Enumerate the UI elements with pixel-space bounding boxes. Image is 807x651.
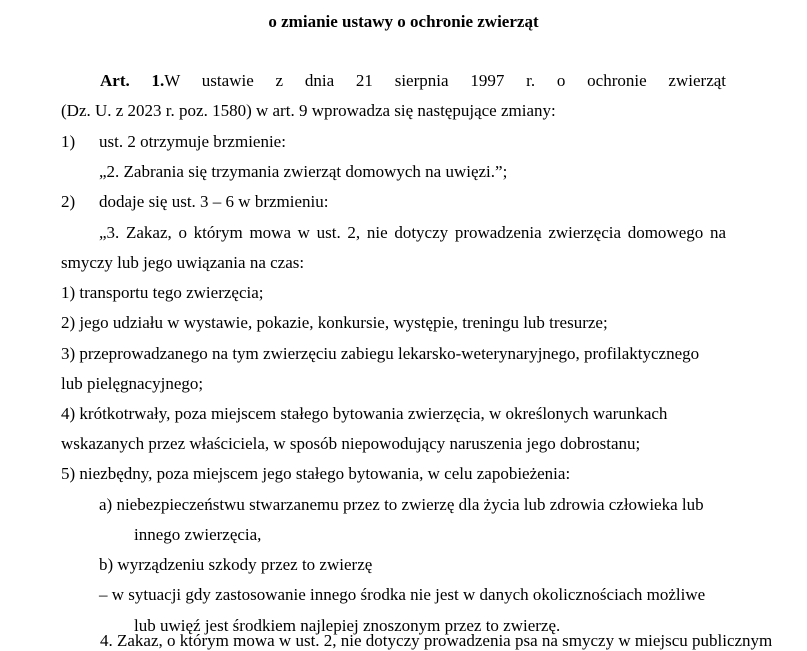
article-text-1: W ustawie z dnia 21 sierpnia 1997 r. o ochronie zwierząt (164, 71, 727, 90)
clipped-next-line (100, 631, 773, 651)
list-item-3-line-2: lub pielęgnacyjnego; (61, 374, 204, 393)
dash-clause-line-2: lub uwięź jest środkiem najlepiej znoszonym przez to zwierzę. (134, 616, 561, 635)
sub-item-a-line-1: a) niebezpieczeństwu stwarzanemu przez to zwierzę dla życia lub zdrowia człowieka lub (99, 495, 704, 514)
point-2-quote-line-1: „3. Zakaz, o którym mowa w ust. 2, nie dotyczy prowadzenia zwierzęcia domowego na (99, 223, 726, 242)
point-2-text: dodaje się ust. 3 – 6 w brzmieniu: (99, 192, 329, 211)
list-item-5: 5) niezbędny, poza miejscem jego stałego bytowania, w celu zapobieżenia: (61, 464, 571, 483)
point-2-quote-line-2: smyczy lub jego uwiązania na czas: (61, 253, 305, 272)
point-1-number: 1) (61, 132, 76, 151)
article-label: Art. 1. (100, 71, 165, 90)
sub-item-a-line-2: innego zwierzęcia, (134, 525, 262, 544)
clipped-next-line-text: 4. Zakaz, o którym mowa w ust. 2, nie dotyczy prowadzenia psa na smyczy w miejscu publicznym (100, 631, 773, 650)
dash-clause-line-1: – w sytuacji gdy zastosowanie innego środka nie jest w danych okolicznościach możliwe (99, 585, 706, 604)
list-item-3-line-1: 3) przeprowadzanego na tym zwierzęciu zabiegu lekarsko-weterynaryjnego, profilaktycznego (61, 344, 700, 363)
list-item-2: 2) jego udziału w wystawie, pokazie, konkursie, występie, treningu lub tresurze; (61, 313, 608, 332)
list-item-4-line-1: 4) krótkotrwały, poza miejscem stałego bytowania zwierzęcia, w określonych warunkach (61, 404, 668, 423)
article-1-line-2: (Dz. U. z 2023 r. poz. 1580) w art. 9 wprowadza się następujące zmiany: (61, 101, 556, 120)
point-1-quote: „2. Zabrania się trzymania zwierząt domowych na uwięzi.”; (99, 162, 508, 181)
point-1-text: ust. 2 otrzymuje brzmienie: (99, 132, 286, 151)
point-2-number: 2) (61, 192, 76, 211)
article-1-line-1 (100, 71, 726, 91)
list-item-4-line-2: wskazanych przez właściciela, w sposób niepowodujący naruszenia jego dobrostanu; (61, 434, 641, 453)
list-item-1: 1) transportu tego zwierzęcia; (61, 283, 264, 302)
sub-item-b: b) wyrządzeniu szkody przez to zwierzę (99, 555, 373, 574)
document-title: o zmianie ustawy o ochronie zwierząt (268, 12, 539, 31)
